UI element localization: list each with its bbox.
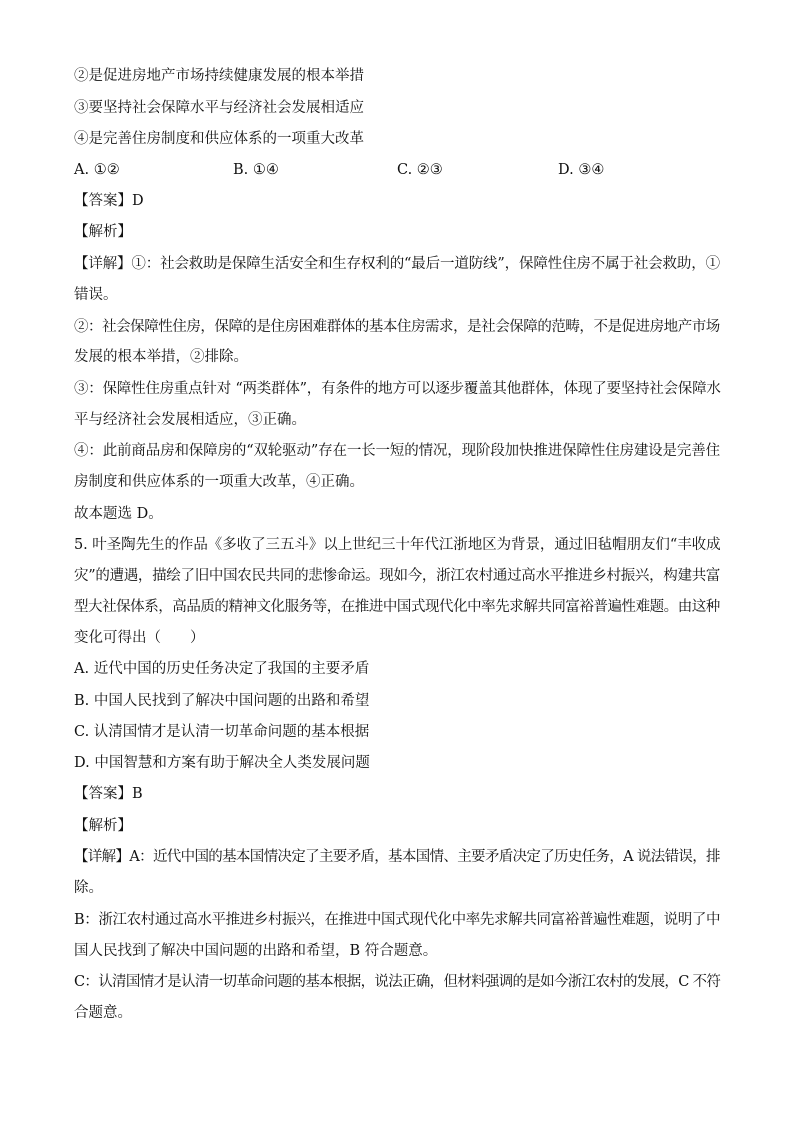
q4-option-d: D. ③④ — [558, 162, 605, 178]
q4-option-b: B. ①④ — [233, 162, 279, 178]
q5-option-d: D. 中国智慧和方案有助于解决全人类发展问题 — [74, 755, 370, 771]
q4-detail-line: ④：此前商品房和保障房的“双轮驱动”存在一长一短的情况，现阶段加快推进保障性住房建设是完善住 — [74, 443, 720, 459]
q5-option-b: B. 中国人民找到了解决中国问题的出路和希望 — [74, 693, 370, 709]
q5-option-c: C. 认清国情才是认清一切革命问题的基本根据 — [74, 724, 370, 740]
q4-detail-line: 房制度和供应体系的一项重大改革，④正确。 — [74, 474, 364, 490]
q5-answer — [74, 784, 143, 804]
q5-option-a: A. 近代中国的历史任务决定了我国的主要矛盾 — [74, 661, 370, 677]
q4-option-a: A. ①② — [74, 162, 120, 178]
q5-detail-line: C：认清国情才是认清一切革命问题的基本根据，说法正确，但材料强调的是如今浙江农村的发展，C 不符 — [74, 974, 721, 990]
q4-statement-3: ③要坚持社会保障水平与经济社会发展相适应 — [74, 100, 364, 116]
q5-answer-label: 【答案】 — [74, 786, 132, 802]
q5-detail-line: 除。 — [74, 880, 103, 896]
q4-statement-2: ②是促进房地产市场持续健康发展的根本举措 — [74, 68, 364, 84]
q4-answer-value: D — [132, 193, 144, 209]
q5-detail-line: B：浙江农村通过高水平推进乡村振兴，在推进中国式现代化中率先求解共同富裕普遍性难题，说明了中 — [74, 912, 721, 928]
q5-analysis-label: 【解析】 — [74, 818, 132, 834]
q4-detail-line: 平与经济社会发展相适应，③正确。 — [74, 412, 306, 428]
q5-detail-line: 国人民找到了解决中国问题的出路和希望，B 符合题意。 — [74, 943, 438, 959]
q5-answer-value: B — [132, 786, 143, 802]
q4-detail-line: 发展的根本举措，②排除。 — [74, 349, 248, 365]
q4-detail-line: ③：保障性住房重点针对 “两类群体”，有条件的地方可以逐步覆盖其他群体，体现了要坚持社会保障水 — [74, 381, 721, 397]
q4-conclusion: 故本题选 D。 — [74, 506, 163, 522]
q4-detail-line: 错误。 — [74, 287, 118, 303]
q5-stem-line: 变化可得出（ ） — [74, 630, 205, 646]
q4-analysis-label: 【解析】 — [74, 224, 132, 240]
q4-option-c: C. ②③ — [397, 162, 443, 178]
q4-statement-4: ④是完善住房制度和供应体系的一项重大改革 — [74, 131, 364, 147]
q4-detail-line: ②：社会保障性住房，保障的是住房困难群体的基本住房需求，是社会保障的范畴，不是促进房地产市场 — [74, 319, 720, 335]
q5-detail-line: 合题意。 — [74, 1005, 132, 1021]
q5-stem-line: 灾”的遭遇，描绘了旧中国农民共同的悲惨命运。现如今，浙江农村通过高水平推进乡村振兴，构建共富 — [74, 568, 721, 584]
q5-detail-line: 【详解】A：近代中国的基本国情决定了主要矛盾，基本国情、主要矛盾决定了历史任务，A 说法错误，排 — [74, 849, 720, 865]
q4-detail-line: 【详解】①：社会救助是保障生活安全和生存权利的“最后一道防线”，保障性住房不属于社会救助，① — [74, 256, 720, 272]
q4-answer — [74, 191, 144, 211]
q5-stem-line: 型大社保体系，高品质的精神文化服务等，在推进中国式现代化中率先求解共同富裕普遍性难题。由这种 — [74, 599, 720, 615]
q4-answer-label: 【答案】 — [74, 193, 132, 209]
q5-stem-line: 5. 叶圣陶先生的作品《多收了三五斗》以上世纪三十年代江浙地区为背景，通过旧毡帽朋友们“丰收成 — [74, 537, 721, 553]
